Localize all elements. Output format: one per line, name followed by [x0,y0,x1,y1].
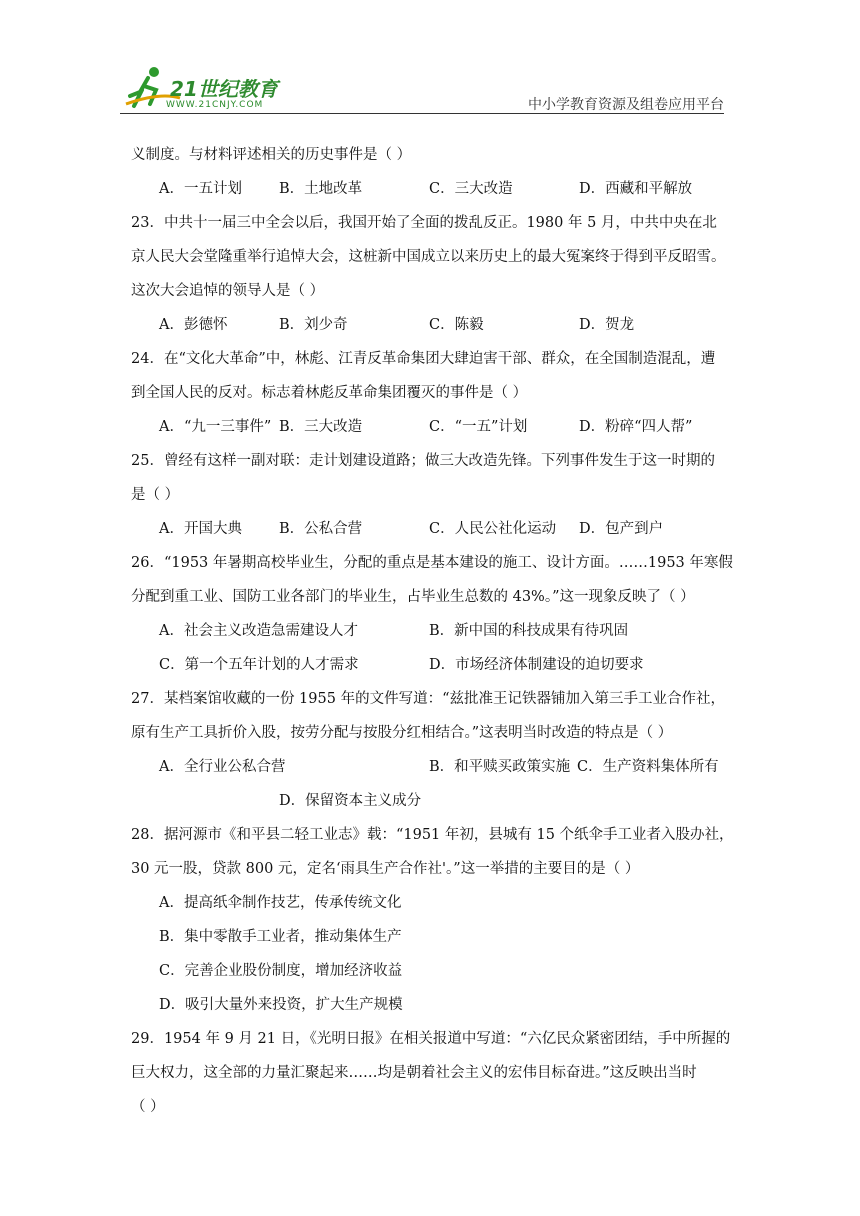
q29-stem-line: 巨大权力，这全部的力量汇聚起来……均是朝着社会主义的宏伟目标奋进。”这反映出当时 [131,1065,697,1081]
q28-option-d: D．吸引大量外来投资，扩大生产规模 [159,997,403,1013]
q23-option-b: B．刘少奇 [279,317,348,333]
q25-option-a: A．开国大典 [159,521,242,537]
q23-option-d: D．贺龙 [579,317,635,333]
q28-option-b-row [131,920,731,954]
q29-stem-line: 29．1954 年 9 月 21 日，《光明日报》在相关报道中写道：“六亿民众紧密团结，手中所握的 [131,1031,731,1047]
q24-option-b: B．三大改造 [279,419,363,435]
q23-options [131,308,731,342]
q23-stem-line: 京人民大会堂隆重举行追悼大会，这桩新中国成立以来历史上的最大冤案终于得到平反昭雪。 [131,249,726,265]
q28-option-b: B．集中零散手工业者，推动集体生产 [159,929,402,945]
q24-option-a: A．“九一三事件” [159,419,272,435]
platform-name: 中小学教育资源及组卷应用平台 [528,97,724,113]
q26-option-a: A．社会主义改造急需建设人才 [159,623,358,639]
question-list [131,138,734,1124]
q27-option-d: D．保留资本主义成分 [279,793,422,809]
logo-text: 21世纪教育 [170,77,278,101]
q23-option-c: C．陈毅 [429,317,484,333]
q25-option-b: B．公私合营 [279,521,363,537]
q28-option-c: C．完善企业股份制度，增加经济收益 [159,963,403,979]
q22-option-c: C．三大改造 [429,181,513,197]
q22-options [131,172,731,206]
q27-stem-line: 原有生产工具折价入股，按劳分配与按股分红相结合。”这表明当时改造的特点是（ ） [131,725,673,741]
q26-option-b: B．新中国的科技成果有待巩固 [429,623,629,639]
q23-stem-line: 这次大会追悼的领导人是（ ） [131,283,325,299]
q23-option-a: A．彭德怀 [159,317,228,333]
q26-stem-line: 分配到重工业、国防工业各部门的毕业生，占毕业生总数的 43%。”这一现象反映了（ ） [131,589,695,605]
q28-option-a-row [131,886,731,920]
q26-option-d: D．市场经济体制建设的迫切要求 [429,657,644,673]
q25-option-c: C．人民公社化运动 [429,521,557,537]
q24-option-c: C．“一五”计划 [429,419,528,435]
q26-options-row1 [131,614,731,648]
q29-stem-line: （ ） [131,1099,165,1115]
q25-option-d: D．包产到户 [579,521,664,537]
q27-options-row2 [131,784,731,818]
q28-stem-line: 28．据河源市《和平县二轻工业志》载：“1951 年初，县城有 15 个纸伞手工业者入股办社， [131,827,734,843]
q28-option-a: A．提高纸伞制作技艺，传承传统文化 [159,895,402,911]
q22-stem: 义制度。与材料评述相关的历史事件是（ ） [131,147,412,163]
q28-stem-line: 30 元一股，贷款 800 元，定名‘雨具生产合作社'。”这一举措的主要目的是（ ） [131,861,640,877]
q24-stem-line: 24．在“文化大革命”中，林彪、江青反革命集团大肆迫害干部、群众，在全国制造混乱，遭 [131,351,716,367]
q25-options [131,512,731,546]
q22-option-a: A．一五计划 [159,181,242,197]
q22-option-d: D．西藏和平解放 [579,181,693,197]
q27-option-b: B．和平赎买政策实施 [429,759,571,775]
q27-option-c: C．生产资料集体所有 [577,759,719,775]
q26-options-row2 [131,648,731,682]
header-divider [120,113,724,114]
q25-stem-line: 是（ ） [131,487,180,503]
q27-options-row1 [131,750,731,784]
q24-options [131,410,731,444]
q24-option-d: D．粉碎“四人帮” [579,419,693,435]
q22-option-b: B．土地改革 [279,181,363,197]
logo-url: WWW.21CNJY.COM [166,100,264,110]
q26-stem-line: 26．“1953 年暑期高校毕业生，分配的重点是基本建设的施工、设计方面。……1953 年寒假 [131,555,733,571]
q28-option-d-row [131,988,731,1022]
page-header [120,62,724,114]
q26-option-c: C．第一个五年计划的人才需求 [159,657,359,673]
q23-stem-line: 23．中共十一届三中全会以后，我国开始了全面的拨乱反正。1980 年 5 月，中共中央在北 [131,215,717,231]
q27-option-a: A．全行业公私合营 [159,759,286,775]
q27-stem-line: 27．某档案馆收藏的一份 1955 年的文件写道：“兹批准王记铁器铺加入第三手工业合作社， [131,691,725,707]
q28-option-c-row [131,954,731,988]
q24-stem-line: 到全国人民的反对。标志着林彪反革命集团覆灭的事件是（ ） [131,385,528,401]
q25-stem-line: 25．曾经有这样一副对联：走计划建设道路；做三大改造先锋。下列事件发生于这一时期的 [131,453,715,469]
